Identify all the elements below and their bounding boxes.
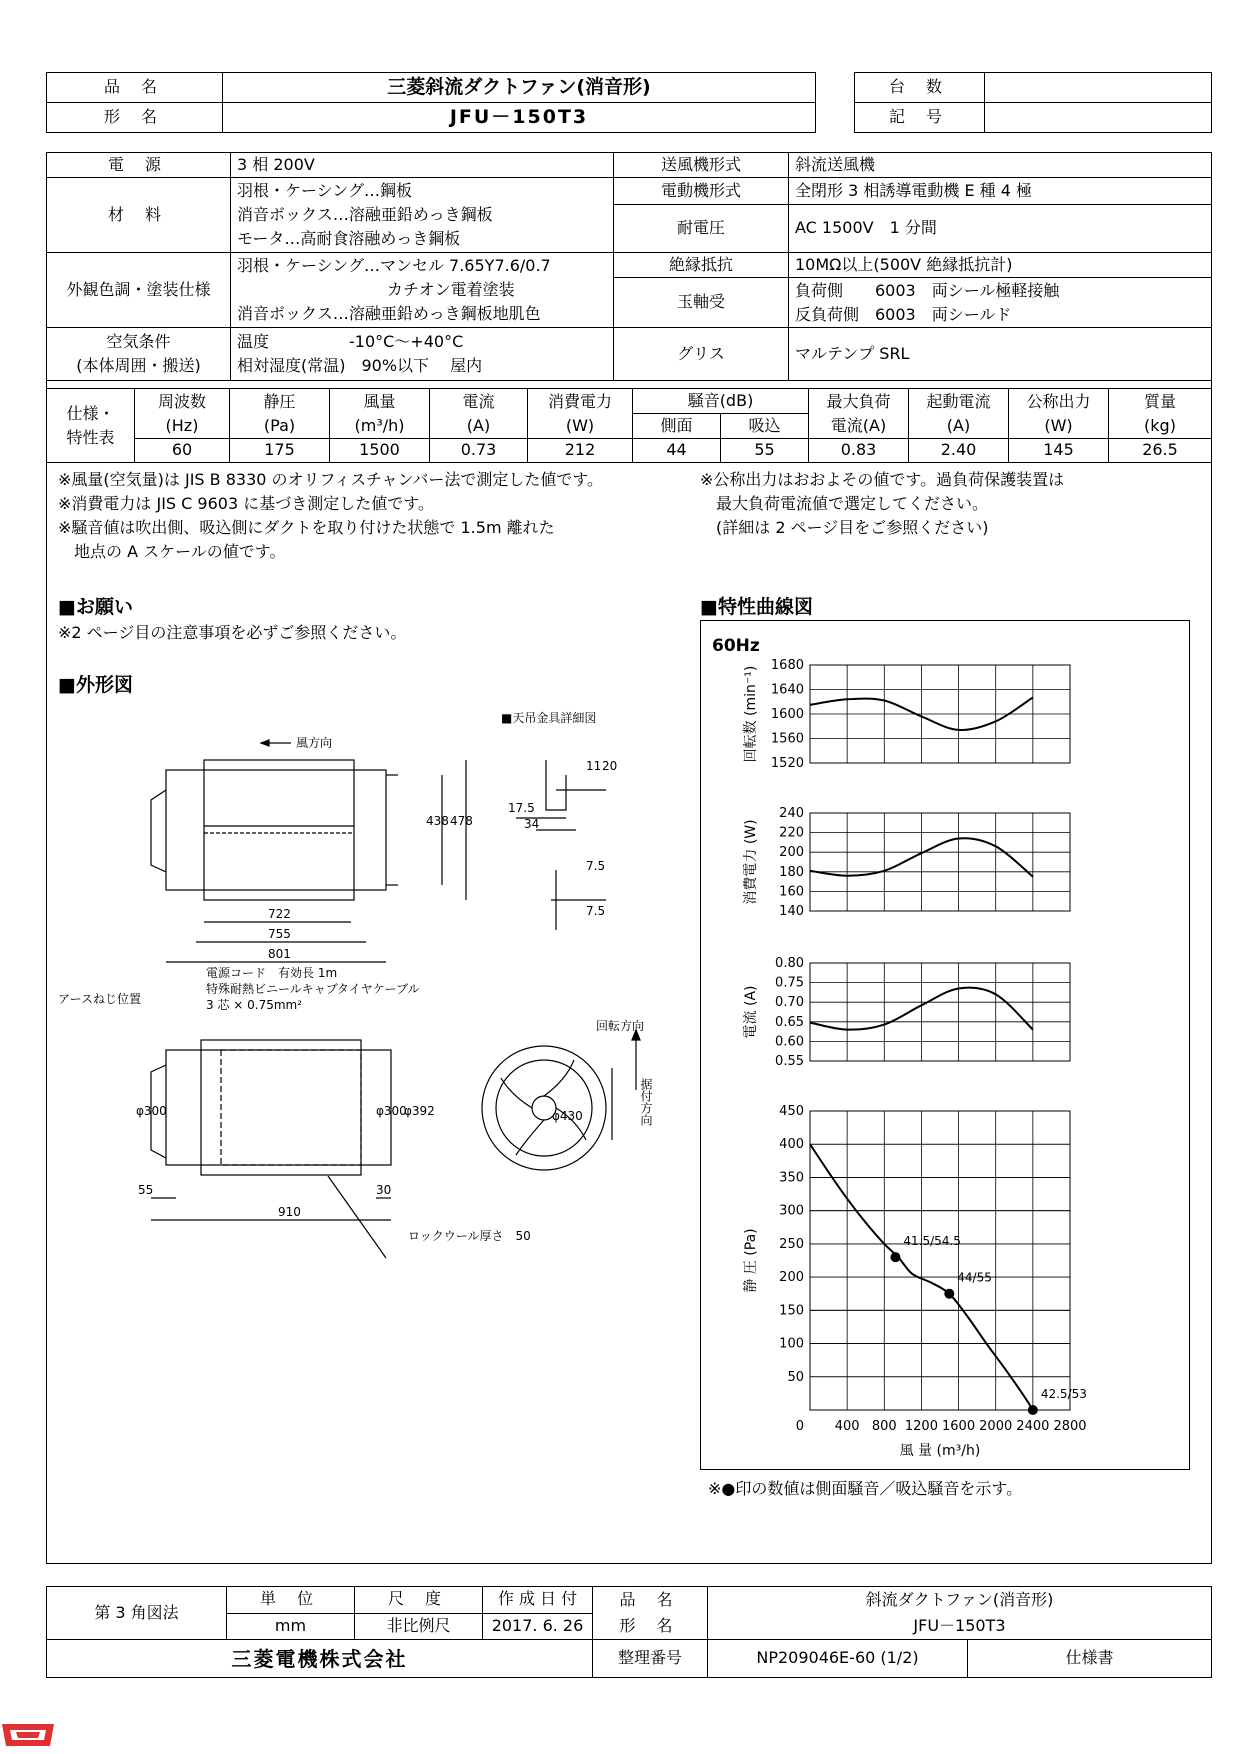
dim-17-5: 17.5	[508, 801, 535, 815]
y-tick-label: 140	[779, 904, 804, 919]
y-tick-label: 1680	[770, 658, 804, 673]
appearance-label: 外観色調・塗装仕様	[47, 253, 231, 328]
footer-table	[46, 1586, 1212, 1678]
noise-side-value: 44	[633, 439, 721, 463]
dim-755: 755	[268, 927, 291, 941]
material-line: 消音ボックス…溶融亜鉛めっき鋼板	[237, 205, 493, 224]
grease-label: グリス	[614, 328, 789, 381]
characteristics-table	[46, 388, 1212, 463]
x-tick-label: 2400	[1016, 1419, 1050, 1434]
y-tick-label: 0.70	[775, 995, 804, 1011]
noise-intake-header: 吸込	[721, 414, 809, 439]
notes-right	[700, 468, 1064, 540]
note-line: ※風量(空気量)は JIS B 8330 のオリフィスチャンバー法で測定した値です。	[58, 470, 604, 489]
mass-value: 26.5	[1109, 439, 1212, 463]
cord-line-1: 電源コード 有効長 1m	[206, 966, 338, 980]
motor-type-label: 電動機形式	[614, 178, 789, 205]
footer-model: JFU－150T3	[913, 1616, 1006, 1635]
y-tick-label: 0.75	[775, 975, 804, 991]
x-tick-label: 2800	[1053, 1419, 1087, 1434]
y-tick-label: 0.60	[775, 1034, 804, 1050]
footer-name-label: 品 名	[619, 1590, 681, 1609]
footer-name: 斜流ダクトファン(消音形)	[865, 1590, 1054, 1609]
dim-11: 11	[586, 759, 602, 773]
y-tick-label: 400	[779, 1137, 804, 1153]
y-tick-label: 1600	[770, 707, 804, 722]
grease-value: マルテンプ SRL	[789, 328, 1212, 381]
material-value	[231, 178, 614, 253]
scale-label: 尺 度	[355, 1587, 483, 1614]
plot-frame	[810, 1111, 1070, 1410]
material-label: 材 料	[47, 178, 231, 253]
note-line: ※騒音値は吹出側、吸込側にダクトを取り付けた状態で 1.5m 離れた	[58, 518, 555, 537]
y-axis-label: 電流 (A)	[743, 985, 759, 1039]
x-axis-label: 風 量 (m³/h)	[899, 1443, 981, 1459]
air-value	[231, 328, 614, 381]
pa-value: 175	[230, 439, 330, 463]
name-model-values	[708, 1587, 1212, 1640]
dim-801: 801	[268, 947, 291, 961]
material-line: 羽根・ケーシング…鋼板	[237, 181, 412, 200]
rockwool-label: ロックウール厚さ 50	[408, 1229, 531, 1243]
curve-note: ※●印の数値は側面騒音／吸込騒音を示す。	[708, 1479, 1023, 1498]
quantity-label: 台 数	[855, 73, 985, 103]
material-line: モータ…高耐食溶融めっき鋼板	[237, 229, 461, 248]
withstand-label: 耐電圧	[614, 205, 789, 253]
unit-label: 単 位	[227, 1587, 355, 1614]
start-current-header: 起動電流 (A)	[909, 389, 1009, 439]
characteristic-curves	[700, 620, 1190, 1470]
power-value: 212	[528, 439, 633, 463]
notes-left	[58, 468, 603, 564]
corner-logo	[0, 1718, 58, 1750]
noise-header: 騒音(dB)	[633, 389, 809, 414]
spec-table	[46, 152, 1212, 381]
ref-label: 整理番号	[593, 1640, 708, 1678]
rotation-label: 回転方向	[596, 1019, 645, 1033]
pa-header: 静圧 (Pa)	[230, 389, 330, 439]
dim-7-5-b: 7.5	[586, 904, 606, 918]
model-label: 形 名	[47, 103, 223, 133]
header-table	[46, 72, 816, 133]
y-axis-label: 静 圧 (Pa)	[743, 1228, 759, 1293]
dim-55: 55	[138, 1183, 154, 1197]
date-label: 作 成 日 付	[483, 1587, 593, 1614]
earth-screw-label: アースねじ位置	[58, 992, 142, 1006]
y-tick-label: 0.65	[775, 1014, 804, 1030]
y-tick-label: 250	[779, 1236, 804, 1252]
current-header: 電流 (A)	[430, 389, 528, 439]
request-title: ■お願い	[58, 596, 133, 618]
air-label	[47, 328, 231, 381]
blower-type-label: 送風機形式	[614, 153, 789, 178]
hz-value: 60	[135, 439, 230, 463]
note-line: 最大負荷電流値で選定してください。	[700, 494, 989, 513]
x-tick-label: 1200	[904, 1419, 938, 1434]
dim-910: 910	[278, 1205, 301, 1219]
power-label: 電 源	[47, 153, 231, 178]
phi430-label: φ430	[552, 1109, 583, 1123]
flow-header: 風量 (m³/h)	[330, 389, 430, 439]
output-value: 145	[1009, 439, 1109, 463]
appearance-value	[231, 253, 614, 328]
air-line: 相対湿度(常温) 90%以下 屋内	[237, 356, 483, 375]
dim-phi392: φ392	[404, 1104, 435, 1118]
ref-number: NP209046E-60 (1/2)	[708, 1640, 968, 1678]
x-tick-label: 400	[834, 1419, 860, 1434]
cord-line-2: 特殊耐熱ビニールキャブタイヤケーブル	[206, 982, 420, 996]
bearing-value	[789, 278, 1212, 328]
y-tick-label: 0.55	[775, 1054, 804, 1069]
air-line: 温度 -10°C～+40°C	[237, 332, 464, 351]
noise-side-header: 側面	[633, 414, 721, 439]
curve-hz: 60Hz	[712, 636, 760, 656]
mark-value	[985, 103, 1212, 133]
mass-header: 質量 (kg)	[1109, 389, 1212, 439]
y-axis-label: 回転数 (min⁻¹)	[743, 665, 759, 763]
y-tick-label: 1640	[770, 682, 804, 698]
data-label: 42.5/53	[1040, 1387, 1087, 1401]
note-line: ※公称出力はおおよその値です。過負荷保護装置は	[700, 470, 1065, 489]
outline-title: ■外形図	[58, 674, 133, 696]
outline-drawing	[46, 700, 686, 1260]
current-value: 0.73	[430, 439, 528, 463]
motor-type-value: 全閉形 3 相誘導電動機 E 種 4 極	[789, 178, 1212, 205]
y-tick-label: 100	[779, 1336, 804, 1352]
table-label-line: 特性表	[66, 427, 115, 447]
dim-phi300-a: φ300	[136, 1104, 167, 1118]
product-name-label: 品 名	[47, 73, 223, 103]
hz-header: 周波数 (Hz)	[135, 389, 230, 439]
dim-478: 478	[450, 814, 473, 828]
unit-value: mm	[227, 1613, 355, 1640]
withstand-value: AC 1500V 1 分間	[789, 205, 1212, 253]
bearing-label: 玉軸受	[614, 278, 789, 328]
dim-7-5-a: 7.5	[586, 859, 606, 873]
table-label	[47, 389, 135, 463]
dim-438: 438	[426, 814, 449, 828]
doc-type: 仕様書	[968, 1640, 1212, 1678]
curve-title: ■特性曲線図	[700, 596, 813, 618]
y-tick-label: 0.80	[775, 956, 804, 971]
projection: 第 3 角図法	[47, 1587, 227, 1640]
x-tick-label: 1600	[942, 1419, 976, 1434]
bearing-line: 負荷側 6003 両シール極軽接触	[795, 280, 1060, 300]
y-tick-label: 150	[779, 1303, 804, 1319]
power-value: 3 相 200V	[231, 153, 614, 178]
plot-frame	[810, 963, 1070, 1061]
appearance-line: 羽根・ケーシング…マンセル 7.65Y7.6/0.7	[237, 256, 551, 275]
y-tick-label: 300	[779, 1203, 804, 1219]
company-name: 三菱電機株式会社	[47, 1640, 593, 1678]
appearance-line: 消音ボックス…溶融亜鉛めっき鋼板地肌色	[237, 304, 541, 323]
cord-line-3: 3 芯 × 0.75mm²	[206, 998, 303, 1012]
model-name: JFU－150T3	[223, 103, 816, 133]
dim-30: 30	[376, 1183, 392, 1197]
y-tick-label: 240	[779, 806, 804, 821]
x-tick-label: 800	[871, 1419, 897, 1434]
quantity-value	[985, 73, 1212, 103]
dim-20: 20	[602, 759, 618, 773]
install-direction-label: 据付方向	[639, 1078, 653, 1126]
name-model-labels	[593, 1587, 708, 1640]
detail-title: ■天吊金具詳細図	[501, 711, 597, 725]
data-point	[1028, 1405, 1038, 1415]
product-name: 三菱斜流ダクトファン(消音形)	[223, 73, 816, 103]
start-current-value: 2.40	[909, 439, 1009, 463]
flow-value: 1500	[330, 439, 430, 463]
dim-34: 34	[524, 817, 540, 831]
dim-722: 722	[268, 907, 291, 921]
y-tick-label: 160	[779, 884, 804, 900]
bearing-line: 反負荷側 6003 両シールド	[795, 304, 1012, 324]
footer-model-label: 形 名	[619, 1616, 681, 1635]
data-point	[890, 1252, 900, 1262]
max-current-value: 0.83	[809, 439, 909, 463]
appearance-line: カチオン電着塗装	[387, 280, 515, 299]
x-tick-label: 2000	[979, 1419, 1013, 1434]
power-header: 消費電力 (W)	[528, 389, 633, 439]
air-label-line: (本体周囲・搬送)	[76, 356, 201, 375]
y-tick-label: 450	[779, 1104, 804, 1119]
noise-intake-value: 55	[721, 439, 809, 463]
insulation-value: 10MΩ以上(500V 絶縁抵抗計)	[789, 253, 1212, 278]
y-tick-label: 1520	[770, 756, 804, 771]
note-line: ※消費電力は JIS C 9603 に基づき測定した値です。	[58, 494, 434, 513]
x-tick-label: 0	[795, 1419, 804, 1434]
y-tick-label: 1560	[770, 731, 804, 747]
max-current-header: 最大負荷 電流(A)	[809, 389, 909, 439]
y-tick-label: 220	[779, 825, 804, 841]
air-label-line: 空気条件	[106, 332, 171, 351]
table-label-line: 仕様・	[66, 403, 115, 423]
plot-frame	[810, 813, 1070, 911]
data-label: 44/55	[957, 1270, 992, 1285]
request-text: ※2 ページ目の注意事項を必ずご参照ください。	[58, 623, 407, 642]
blower-type-value: 斜流送風機	[789, 153, 1212, 178]
scale-value: 非比例尺	[355, 1613, 483, 1640]
y-tick-label: 200	[779, 845, 804, 861]
note-line: (詳細は 2 ページ目をご参照ください)	[700, 518, 989, 537]
data-label: 41.5/54.5	[903, 1234, 961, 1249]
y-tick-label: 200	[779, 1270, 804, 1286]
insulation-label: 絶縁抵抗	[614, 253, 789, 278]
output-header: 公称出力 (W)	[1009, 389, 1109, 439]
dim-phi300-b: φ300	[376, 1104, 407, 1118]
mark-label: 記 号	[855, 103, 985, 133]
y-tick-label: 350	[779, 1170, 804, 1186]
data-point	[944, 1289, 954, 1299]
note-line: 地点の A スケールの値です。	[58, 542, 286, 561]
y-axis-label: 消費電力 (W)	[743, 819, 759, 905]
wind-direction-label: 風方向	[296, 736, 333, 750]
y-tick-label: 180	[779, 864, 804, 880]
header-qty-table	[854, 72, 1212, 133]
y-tick-label: 50	[787, 1369, 804, 1385]
date-value: 2017. 6. 26	[483, 1613, 593, 1640]
